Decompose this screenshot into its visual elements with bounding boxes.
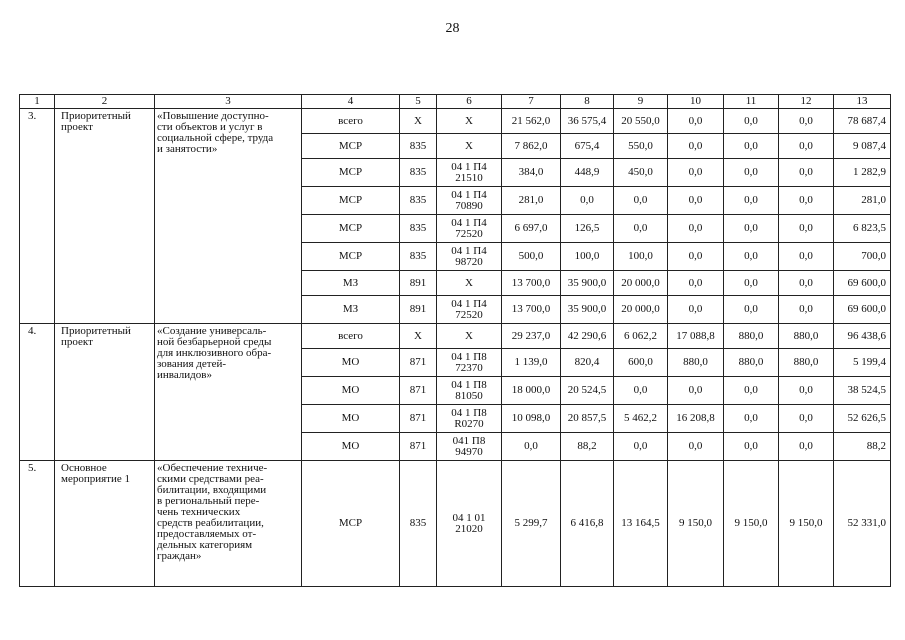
year-value-cell: 0,0 bbox=[779, 215, 834, 243]
row-number-cell: 5. bbox=[20, 461, 55, 587]
year-value-cell: 880,0 bbox=[779, 349, 834, 377]
event-type-cell bbox=[55, 109, 155, 324]
funding-source-cell: всего bbox=[302, 324, 400, 349]
funding-source-cell: МО bbox=[302, 377, 400, 405]
header-cell: 6 bbox=[437, 95, 502, 109]
budget-code-cell bbox=[437, 159, 502, 187]
year-value-cell: 0,0 bbox=[779, 134, 834, 159]
event-name-line: социальной сфере, труда bbox=[157, 132, 274, 144]
funding-source-cell: МО bbox=[302, 433, 400, 461]
funding-source-cell: всего bbox=[302, 109, 400, 134]
total-value-cell: 69 600,0 bbox=[834, 296, 891, 324]
year-value-cell: 10 098,0 bbox=[502, 405, 561, 433]
year-value-cell: 36 575,4 bbox=[561, 109, 614, 134]
budget-code-line: 04 1 П4 bbox=[451, 160, 487, 173]
year-value-cell: 0,0 bbox=[724, 405, 779, 433]
budget-code-line: 81050 bbox=[455, 389, 483, 402]
year-value-cell: 0,0 bbox=[668, 243, 724, 271]
year-value-cell: 5 299,7 bbox=[502, 461, 561, 587]
event-name-cell bbox=[155, 324, 302, 461]
funding-source-cell: МО bbox=[302, 405, 400, 433]
grbs-code-cell: X bbox=[400, 324, 437, 349]
year-value-cell: 0,0 bbox=[779, 159, 834, 187]
year-value-cell: 0,0 bbox=[668, 377, 724, 405]
event-type-line: проект bbox=[61, 121, 93, 133]
budget-code-line: 04 1 П8 bbox=[451, 378, 487, 391]
event-name-line: зования детей- bbox=[157, 358, 227, 370]
total-value-cell: 78 687,4 bbox=[834, 109, 891, 134]
budget-code-cell bbox=[437, 271, 502, 296]
budget-code-line: 72370 bbox=[455, 361, 483, 374]
event-name-line: сти объектов и услуг в bbox=[157, 121, 263, 133]
year-value-cell: 0,0 bbox=[502, 433, 561, 461]
year-value-cell: 42 290,6 bbox=[561, 324, 614, 349]
year-value-cell: 820,4 bbox=[561, 349, 614, 377]
funding-source-cell: МСР bbox=[302, 159, 400, 187]
budget-code-line: 041 П8 bbox=[452, 434, 486, 447]
year-value-cell: 1 139,0 bbox=[502, 349, 561, 377]
total-value-cell: 9 087,4 bbox=[834, 134, 891, 159]
total-value-cell: 38 524,5 bbox=[834, 377, 891, 405]
year-value-cell: 6 697,0 bbox=[502, 215, 561, 243]
year-value-cell: 0,0 bbox=[724, 433, 779, 461]
year-value-cell: 0,0 bbox=[668, 109, 724, 134]
year-value-cell: 0,0 bbox=[668, 271, 724, 296]
event-name-line: дельных категориям bbox=[157, 539, 253, 551]
total-value-cell: 52 626,5 bbox=[834, 405, 891, 433]
event-type-cell bbox=[55, 461, 155, 587]
year-value-cell: 448,9 bbox=[561, 159, 614, 187]
budget-code-line: X bbox=[465, 276, 473, 289]
total-value-cell: 96 438,6 bbox=[834, 324, 891, 349]
header-cell: 7 bbox=[502, 95, 561, 109]
budget-code-cell bbox=[437, 433, 502, 461]
budget-code-line: X bbox=[465, 139, 473, 152]
year-value-cell: 600,0 bbox=[614, 349, 668, 377]
year-value-cell: 675,4 bbox=[561, 134, 614, 159]
funding-source-cell: МСР bbox=[302, 187, 400, 215]
year-value-cell: 9 150,0 bbox=[668, 461, 724, 587]
year-value-cell: 0,0 bbox=[561, 187, 614, 215]
header-cell: 9 bbox=[614, 95, 668, 109]
total-value-cell: 1 282,9 bbox=[834, 159, 891, 187]
year-value-cell: 20 000,0 bbox=[614, 296, 668, 324]
funding-source-cell: МСР bbox=[302, 215, 400, 243]
budget-code-cell bbox=[437, 187, 502, 215]
year-value-cell: 500,0 bbox=[502, 243, 561, 271]
year-value-cell: 0,0 bbox=[724, 187, 779, 215]
year-value-cell: 0,0 bbox=[668, 296, 724, 324]
year-value-cell: 6 416,8 bbox=[561, 461, 614, 587]
year-value-cell: 0,0 bbox=[779, 109, 834, 134]
year-value-cell: 17 088,8 bbox=[668, 324, 724, 349]
budget-code-cell bbox=[437, 349, 502, 377]
event-name-line: ной безбарьерной среды bbox=[157, 336, 272, 348]
grbs-code-cell: 871 bbox=[400, 377, 437, 405]
event-name-line: граждан» bbox=[157, 550, 202, 562]
grbs-code-cell: 835 bbox=[400, 187, 437, 215]
year-value-cell: 0,0 bbox=[668, 134, 724, 159]
year-value-cell: 0,0 bbox=[779, 187, 834, 215]
year-value-cell: 880,0 bbox=[724, 349, 779, 377]
year-value-cell: 0,0 bbox=[724, 215, 779, 243]
budget-code-line: 04 1 П4 bbox=[451, 188, 487, 201]
year-value-cell: 126,5 bbox=[561, 215, 614, 243]
year-value-cell: 7 862,0 bbox=[502, 134, 561, 159]
event-name-line: чень технических bbox=[157, 506, 241, 518]
total-value-cell: 5 199,4 bbox=[834, 349, 891, 377]
year-value-cell: 0,0 bbox=[724, 159, 779, 187]
budget-code-line: R0270 bbox=[454, 417, 484, 430]
budget-code-cell bbox=[437, 215, 502, 243]
budget-code-line: 21020 bbox=[455, 522, 483, 535]
budget-code-line: X bbox=[465, 114, 473, 127]
year-value-cell: 0,0 bbox=[668, 215, 724, 243]
year-value-cell: 450,0 bbox=[614, 159, 668, 187]
row-number-cell: 4. bbox=[20, 324, 55, 461]
header-cell: 10 bbox=[668, 95, 724, 109]
budget-code-cell bbox=[437, 109, 502, 134]
year-value-cell: 13 700,0 bbox=[502, 296, 561, 324]
total-value-cell: 52 331,0 bbox=[834, 461, 891, 587]
budget-code-cell bbox=[437, 405, 502, 433]
budget-code-line: X bbox=[465, 329, 473, 342]
budget-code-line: 04 1 П4 bbox=[451, 297, 487, 310]
year-value-cell: 384,0 bbox=[502, 159, 561, 187]
grbs-code-cell: 835 bbox=[400, 243, 437, 271]
total-value-cell: 700,0 bbox=[834, 243, 891, 271]
year-value-cell: 281,0 bbox=[502, 187, 561, 215]
budget-code-cell bbox=[437, 243, 502, 271]
year-value-cell: 0,0 bbox=[779, 296, 834, 324]
year-value-cell: 0,0 bbox=[614, 377, 668, 405]
budget-code-cell bbox=[437, 134, 502, 159]
year-value-cell: 18 000,0 bbox=[502, 377, 561, 405]
budget-code-line: 04 1 П8 bbox=[451, 406, 487, 419]
budget-code-cell bbox=[437, 377, 502, 405]
budget-code-line: 70890 bbox=[455, 199, 483, 212]
grbs-code-cell: 835 bbox=[400, 159, 437, 187]
year-value-cell: 880,0 bbox=[724, 324, 779, 349]
year-value-cell: 0,0 bbox=[779, 377, 834, 405]
header-cell: 4 bbox=[302, 95, 400, 109]
header-cell: 11 bbox=[724, 95, 779, 109]
table-row bbox=[20, 461, 891, 587]
page-number: 28 bbox=[445, 21, 460, 36]
funding-source-cell: МСР bbox=[302, 461, 400, 587]
budget-code-cell bbox=[437, 296, 502, 324]
year-value-cell: 9 150,0 bbox=[724, 461, 779, 587]
total-value-cell: 69 600,0 bbox=[834, 271, 891, 296]
event-type-cell bbox=[55, 324, 155, 461]
year-value-cell: 0,0 bbox=[779, 243, 834, 271]
grbs-code-cell: 891 bbox=[400, 271, 437, 296]
year-value-cell: 0,0 bbox=[779, 405, 834, 433]
year-value-cell: 88,2 bbox=[561, 433, 614, 461]
header-row bbox=[20, 95, 891, 109]
grbs-code-cell: 835 bbox=[400, 461, 437, 587]
event-name-line: предоставляемых от- bbox=[157, 528, 257, 540]
funding-source-cell: МЗ bbox=[302, 296, 400, 324]
budget-code-line: 04 1 П8 bbox=[451, 350, 487, 363]
event-type-line: проект bbox=[61, 336, 93, 348]
year-value-cell: 16 208,8 bbox=[668, 405, 724, 433]
funding-source-cell: МО bbox=[302, 349, 400, 377]
funding-source-cell: МСР bbox=[302, 243, 400, 271]
event-name-line: билитации, входящими bbox=[157, 484, 267, 496]
header-cell: 2 bbox=[55, 95, 155, 109]
year-value-cell: 0,0 bbox=[668, 159, 724, 187]
grbs-code-cell: 871 bbox=[400, 433, 437, 461]
grbs-code-cell: X bbox=[400, 109, 437, 134]
budget-code-line: 04 1 П4 bbox=[451, 216, 487, 229]
year-value-cell: 880,0 bbox=[668, 349, 724, 377]
header-cell: 3 bbox=[155, 95, 302, 109]
total-value-cell: 88,2 bbox=[834, 433, 891, 461]
grbs-code-cell: 871 bbox=[400, 405, 437, 433]
budget-code-line: 21510 bbox=[455, 171, 483, 184]
year-value-cell: 880,0 bbox=[779, 324, 834, 349]
event-name-line: инвалидов» bbox=[157, 369, 212, 381]
event-type-line: Основное bbox=[61, 462, 107, 474]
year-value-cell: 0,0 bbox=[668, 187, 724, 215]
table-row bbox=[20, 324, 891, 349]
budget-code-cell bbox=[437, 461, 502, 587]
year-value-cell: 100,0 bbox=[561, 243, 614, 271]
event-name-line: «Повышение доступно- bbox=[157, 110, 269, 122]
year-value-cell: 6 062,2 bbox=[614, 324, 668, 349]
year-value-cell: 0,0 bbox=[614, 433, 668, 461]
year-value-cell: 0,0 bbox=[724, 243, 779, 271]
event-name-line: скими средствами реа- bbox=[157, 473, 264, 485]
budget-code-cell bbox=[437, 324, 502, 349]
grbs-code-cell: 835 bbox=[400, 215, 437, 243]
year-value-cell: 0,0 bbox=[614, 215, 668, 243]
row-number-cell: 3. bbox=[20, 109, 55, 324]
budget-code-line: 98720 bbox=[455, 255, 483, 268]
event-type-line: мероприятие 1 bbox=[61, 473, 131, 485]
year-value-cell: 35 900,0 bbox=[561, 296, 614, 324]
year-value-cell: 0,0 bbox=[724, 109, 779, 134]
year-value-cell: 0,0 bbox=[724, 271, 779, 296]
funding-source-cell: МЗ bbox=[302, 271, 400, 296]
event-name-line: средств реабилитации, bbox=[157, 517, 264, 529]
grbs-code-cell: 891 bbox=[400, 296, 437, 324]
total-value-cell: 281,0 bbox=[834, 187, 891, 215]
event-name-line: в региональный пере- bbox=[157, 495, 260, 507]
year-value-cell: 21 562,0 bbox=[502, 109, 561, 134]
year-value-cell: 0,0 bbox=[724, 377, 779, 405]
year-value-cell: 0,0 bbox=[668, 433, 724, 461]
budget-table bbox=[19, 94, 891, 587]
year-value-cell: 0,0 bbox=[724, 134, 779, 159]
budget-code-line: 04 1 П4 bbox=[451, 244, 487, 257]
event-type-line: Приоритетный bbox=[61, 325, 131, 337]
budget-code-line: 94970 bbox=[455, 445, 483, 458]
header-cell: 12 bbox=[779, 95, 834, 109]
year-value-cell: 20 000,0 bbox=[614, 271, 668, 296]
total-value-cell: 6 823,5 bbox=[834, 215, 891, 243]
grbs-code-cell: 835 bbox=[400, 134, 437, 159]
year-value-cell: 13 700,0 bbox=[502, 271, 561, 296]
year-value-cell: 0,0 bbox=[779, 433, 834, 461]
year-value-cell: 0,0 bbox=[779, 271, 834, 296]
header-cell: 5 bbox=[400, 95, 437, 109]
year-value-cell: 0,0 bbox=[724, 296, 779, 324]
year-value-cell: 29 237,0 bbox=[502, 324, 561, 349]
header-cell: 8 bbox=[561, 95, 614, 109]
year-value-cell: 0,0 bbox=[614, 187, 668, 215]
year-value-cell: 20 524,5 bbox=[561, 377, 614, 405]
year-value-cell: 13 164,5 bbox=[614, 461, 668, 587]
year-value-cell: 9 150,0 bbox=[779, 461, 834, 587]
year-value-cell: 550,0 bbox=[614, 134, 668, 159]
budget-code-line: 72520 bbox=[455, 227, 483, 240]
header-cell: 13 bbox=[834, 95, 891, 109]
year-value-cell: 5 462,2 bbox=[614, 405, 668, 433]
event-name-cell bbox=[155, 461, 302, 587]
budget-code-line: 72520 bbox=[455, 308, 483, 321]
event-name-cell bbox=[155, 109, 302, 324]
year-value-cell: 35 900,0 bbox=[561, 271, 614, 296]
event-name-line: «Создание универсаль- bbox=[157, 325, 267, 337]
event-name-line: для инклюзивного обра- bbox=[157, 347, 272, 359]
header-cell: 1 bbox=[20, 95, 55, 109]
grbs-code-cell: 871 bbox=[400, 349, 437, 377]
year-value-cell: 100,0 bbox=[614, 243, 668, 271]
funding-source-cell: МСР bbox=[302, 134, 400, 159]
year-value-cell: 20 857,5 bbox=[561, 405, 614, 433]
event-name-line: «Обеспечение техниче- bbox=[157, 462, 268, 474]
budget-code-line: 04 1 01 bbox=[452, 511, 486, 524]
event-type-line: Приоритетный bbox=[61, 110, 131, 122]
table-row bbox=[20, 109, 891, 134]
event-name-line: и занятости» bbox=[157, 143, 218, 155]
year-value-cell: 20 550,0 bbox=[614, 109, 668, 134]
